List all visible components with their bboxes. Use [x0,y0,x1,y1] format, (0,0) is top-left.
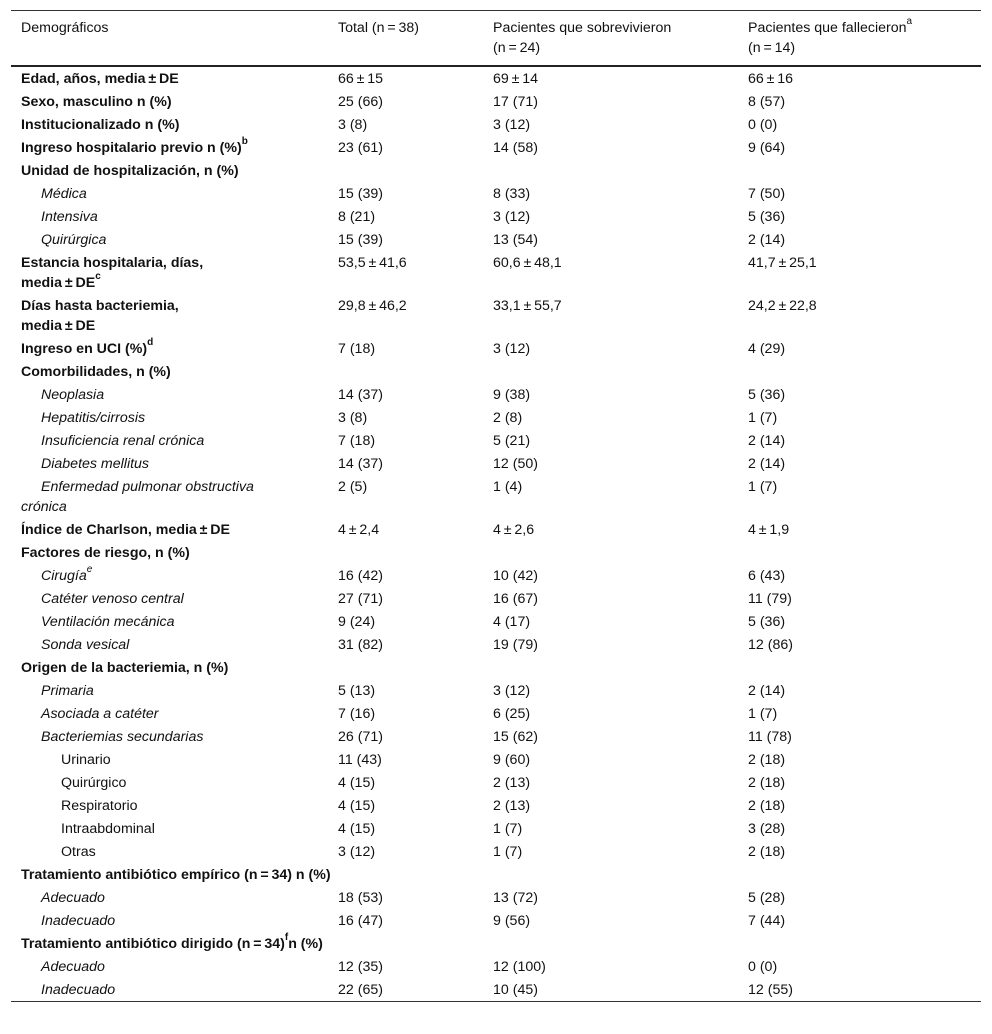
cell-total: 25 (66) [338,94,383,110]
header-survived-line2: (n = 24) [493,40,541,56]
cell-deceased: 2 (14) [748,456,786,472]
cell-total: 3 (8) [338,410,368,426]
table-row [11,205,981,228]
cell-survived: 4 ± 2,6 [493,522,535,538]
row-label-tail: n (%) [288,936,323,952]
cell-survived [483,159,738,182]
cell-deceased: 1 (7) [748,479,778,495]
cell-survived: 19 (79) [493,637,538,653]
table-row [11,66,981,90]
cell-deceased: 7 (50) [748,186,786,202]
row-label-text: Otras [61,844,96,860]
header-row [11,11,981,67]
cell-deceased: 0 (0) [748,959,778,975]
cell-survived: 4 (17) [493,614,531,630]
table-row [11,452,981,475]
cell-survived: 12 (50) [493,456,538,472]
footnote-marker: c [95,271,101,283]
row-label-text: Urinario [61,752,111,768]
cell-survived [483,360,738,383]
cell-total: 7 (16) [338,706,376,722]
table-row [11,656,981,679]
row-label [11,406,328,429]
cell-deceased: 5 (36) [748,387,786,403]
cell-deceased: 9 (64) [748,140,786,156]
cell-survived: 17 (71) [493,94,538,110]
cell-deceased: 2 (18) [748,844,786,860]
cell-total: 14 (37) [338,456,383,472]
row-label [11,794,328,817]
row-label-text: Factores de riesgo, n (%) [21,545,190,561]
row-label-text: Ingreso hospitalario previo n (%) [21,140,242,156]
row-label-text: Tratamiento antibiótico empírico (n = 34) n (%) [21,867,331,883]
cell-deceased: 5 (36) [748,209,786,225]
cell-deceased: 2 (14) [748,232,786,248]
cell-deceased: 24,2 ± 22,8 [748,298,817,314]
table-row [11,840,981,863]
cell-deceased: 12 (86) [748,637,793,653]
row-label [11,932,981,955]
footnote-marker: a [906,16,913,28]
row-label-text: Tratamiento antibiótico dirigido (n = 34) [21,936,285,952]
table-row [11,610,981,633]
table-row [11,113,981,136]
cell-survived: 3 (12) [493,341,531,357]
cell-total: 3 (12) [338,844,376,860]
table-row [11,90,981,113]
cell-total [328,656,483,679]
cell-deceased: 2 (14) [748,683,786,699]
cell-survived: 1 (4) [493,479,523,495]
cell-deceased: 2 (14) [748,433,786,449]
cell-survived: 3 (12) [493,209,531,225]
row-label-text: Estancia hospitalaria, días, [21,255,204,271]
table-row [11,817,981,840]
table-row [11,909,981,932]
cell-total: 15 (39) [338,232,383,248]
table-row [11,337,981,360]
cell-survived: 2 (13) [493,798,531,814]
table-row [11,429,981,452]
cell-survived: 33,1 ± 55,7 [493,298,562,314]
cell-deceased: 66 ± 16 [748,71,794,87]
row-label-text: Índice de Charlson, media ± DE [21,522,230,538]
row-label [11,452,328,475]
table-row [11,702,981,725]
cell-total: 2 (5) [338,479,368,495]
cell-deceased [738,360,981,383]
cell-survived: 8 (33) [493,186,531,202]
cell-survived: 2 (13) [493,775,531,791]
cell-survived [483,541,738,564]
cell-total: 16 (47) [338,913,383,929]
row-label [11,90,328,113]
table-row [11,383,981,406]
cell-deceased [738,541,981,564]
row-label-text: Sonda vesical [41,637,130,653]
cell-total: 4 (15) [338,798,376,814]
row-label [11,113,328,136]
cell-survived: 16 (67) [493,591,538,607]
row-label [11,863,981,886]
row-label [11,771,328,794]
row-label-text: Asociada a catéter [41,706,159,722]
cell-deceased: 2 (18) [748,775,786,791]
row-label [11,228,328,251]
row-label [11,656,328,679]
cell-total: 23 (61) [338,140,383,156]
cell-total: 3 (8) [338,117,368,133]
cell-total: 66 ± 15 [338,71,384,87]
table-header [11,11,981,67]
row-label [11,66,328,90]
table-body [11,66,981,1002]
cell-survived: 10 (42) [493,568,538,584]
table-row [11,136,981,159]
cell-total: 53,5 ± 41,6 [338,255,407,271]
row-label-text: Inadecuado [41,982,116,998]
row-label-text: Sexo, masculino n (%) [21,94,172,110]
cell-total: 8 (21) [338,209,376,225]
footnote-marker: f [284,932,289,944]
cell-deceased: 3 (28) [748,821,786,837]
row-label-text: Adecuado [41,959,105,975]
row-label-text: Adecuado [41,890,105,906]
row-label-text-cont: media ± DE [21,275,96,291]
cell-deceased: 11 (79) [748,591,792,607]
row-label-text: Comorbilidades, n (%) [21,364,171,380]
cell-total: 12 (35) [338,959,383,975]
cell-deceased: 41,7 ± 25,1 [748,255,817,271]
cell-total: 26 (71) [338,729,383,745]
cell-survived: 1 (7) [493,821,523,837]
row-label [11,518,328,541]
header-deceased [738,11,981,67]
row-label [11,136,328,159]
row-label-text: Neoplasia [41,387,105,403]
row-label-text: Bacteriemias secundarias [41,729,204,745]
cell-deceased: 1 (7) [748,410,778,426]
table-row [11,182,981,205]
row-label [11,817,328,840]
cell-survived: 9 (38) [493,387,531,403]
table-row [11,679,981,702]
cell-survived [483,656,738,679]
cell-total: 11 (43) [338,752,382,768]
cell-total: 31 (82) [338,637,383,653]
cell-deceased: 5 (28) [748,890,786,906]
cell-survived: 9 (56) [493,913,531,929]
cell-deceased: 11 (78) [748,729,792,745]
row-label [11,633,328,656]
cell-total: 29,8 ± 46,2 [338,298,407,314]
row-label [11,748,328,771]
row-label-text: Catéter venoso central [41,591,184,607]
header-total-text: Total (n = 38) [338,20,419,36]
footnote-marker: d [147,337,154,349]
table-row [11,228,981,251]
header-survived [483,11,738,67]
cell-total: 4 (15) [338,821,376,837]
table-row [11,863,981,886]
row-label-text: Quirúrgico [61,775,127,791]
row-label-text: Intraabdominal [61,821,155,837]
cell-total: 5 (13) [338,683,376,699]
demographics-table-container [11,10,981,1002]
cell-survived: 15 (62) [493,729,538,745]
row-label [11,679,328,702]
header-demograficos [11,11,328,67]
row-label [11,955,328,978]
cell-total: 7 (18) [338,341,376,357]
row-label-text: Enfermedad pulmonar obstructiva [41,479,254,495]
cell-deceased: 0 (0) [748,117,778,133]
row-label [11,886,328,909]
row-label-text: Días hasta bacteriemia, [21,298,179,314]
demographics-table [11,10,981,1002]
row-label [11,337,328,360]
cell-survived: 60,6 ± 48,1 [493,255,562,271]
cell-total: 27 (71) [338,591,383,607]
table-row [11,932,981,955]
cell-survived: 1 (7) [493,844,523,860]
cell-deceased: 6 (43) [748,568,786,584]
table-row [11,294,981,337]
row-label-text: Hepatitis/cirrosis [41,410,146,426]
row-label [11,564,328,587]
cell-deceased: 7 (44) [748,913,786,929]
cell-total: 18 (53) [338,890,383,906]
row-label [11,725,328,748]
row-label [11,294,328,337]
row-label [11,610,328,633]
table-row [11,518,981,541]
row-label-text: Primaria [41,683,94,699]
cell-survived: 10 (45) [493,982,538,998]
row-label-text: Insuficiencia renal crónica [41,433,205,449]
row-label [11,587,328,610]
row-label [11,251,328,294]
row-label-text: Respiratorio [61,798,138,814]
cell-deceased: 4 ± 1,9 [748,522,790,538]
row-label-text: Inadecuado [41,913,116,929]
row-label-text: Quirúrgica [41,232,107,248]
cell-total [328,159,483,182]
cell-survived: 69 ± 14 [493,71,539,87]
row-label-text: Institucionalizado n (%) [21,117,180,133]
cell-total: 7 (18) [338,433,376,449]
cell-total: 9 (24) [338,614,376,630]
cell-survived: 3 (12) [493,683,531,699]
row-label [11,159,328,182]
row-label-text: Ingreso en UCI (%) [21,341,148,357]
cell-total [328,360,483,383]
cell-survived: 9 (60) [493,752,531,768]
cell-deceased: 4 (29) [748,341,786,357]
table-row [11,475,981,518]
header-survived-line1: Pacientes que sobrevivieron [493,20,672,36]
row-label [11,360,328,383]
row-label-text: Intensiva [41,209,98,225]
table-row [11,541,981,564]
table-row [11,725,981,748]
cell-total: 4 (15) [338,775,376,791]
cell-total: 4 ± 2,4 [338,522,380,538]
cell-total: 15 (39) [338,186,383,202]
row-label [11,909,328,932]
cell-deceased: 8 (57) [748,94,786,110]
header-total [328,11,483,67]
row-label [11,182,328,205]
row-label-text: Ventilación mecánica [41,614,175,630]
table-row [11,360,981,383]
row-label-text-cont: media ± DE [21,318,96,334]
row-label [11,702,328,725]
header-deceased-line2: (n = 14) [748,40,796,56]
cell-deceased: 2 (18) [748,798,786,814]
cell-deceased: 1 (7) [748,706,778,722]
cell-survived: 2 (8) [493,410,523,426]
header-deceased-line1: Pacientes que fallecieron [748,20,907,36]
footnote-marker: e [86,564,93,576]
cell-total [328,541,483,564]
table-row [11,955,981,978]
row-label [11,475,328,518]
row-label-text: Médica [41,186,87,202]
cell-survived: 14 (58) [493,140,538,156]
cell-deceased: 5 (36) [748,614,786,630]
footnote-marker: b [241,136,248,148]
table-row [11,251,981,294]
row-label-text: Origen de la bacteriemia, n (%) [21,660,229,676]
cell-total: 22 (65) [338,982,383,998]
row-label-text: Unidad de hospitalización, n (%) [21,163,239,179]
table-row [11,978,981,1002]
table-row [11,406,981,429]
row-label-text-cont: crónica [21,499,67,515]
row-label-text: Diabetes mellitus [41,456,150,472]
row-label [11,541,328,564]
cell-total: 16 (42) [338,568,383,584]
table-row [11,794,981,817]
row-label [11,429,328,452]
cell-deceased: 2 (18) [748,752,786,768]
cell-survived: 3 (12) [493,117,531,133]
row-label [11,840,328,863]
table-row [11,886,981,909]
table-row [11,159,981,182]
cell-deceased [738,159,981,182]
cell-survived: 12 (100) [493,959,546,975]
row-label [11,383,328,406]
cell-deceased: 12 (55) [748,982,793,998]
table-row [11,564,981,587]
table-row [11,587,981,610]
row-label [11,205,328,228]
row-label [11,978,328,1002]
cell-survived: 5 (21) [493,433,531,449]
cell-survived: 13 (72) [493,890,538,906]
cell-total: 14 (37) [338,387,383,403]
row-label-text: Cirugía [41,568,87,584]
table-row [11,771,981,794]
header-demograficos-text: Demográficos [21,20,109,36]
cell-survived: 13 (54) [493,232,538,248]
cell-survived: 6 (25) [493,706,531,722]
table-row [11,633,981,656]
table-row [11,748,981,771]
row-label-text: Edad, años, media ± DE [21,71,179,87]
cell-deceased [738,656,981,679]
